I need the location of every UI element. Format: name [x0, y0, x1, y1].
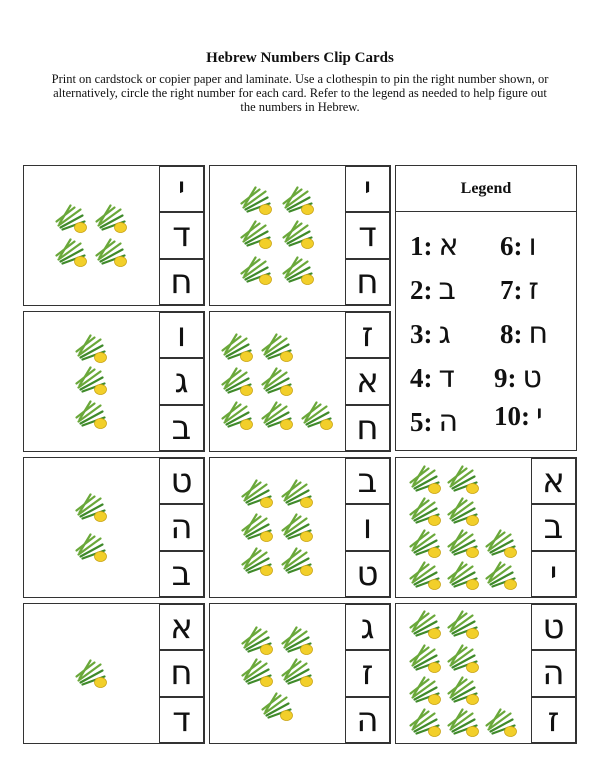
card-picture [24, 458, 159, 597]
legend-hebrew-letter: ה [438, 404, 459, 439]
legend-number: 10: [494, 401, 530, 431]
lulav-etrog-icon [77, 535, 107, 562]
answer-option[interactable]: ג [159, 358, 204, 404]
legend-number: 3: [410, 319, 433, 349]
card-picture [24, 312, 159, 451]
answer-option[interactable]: ג [345, 604, 390, 650]
legend-hebrew-letter: י [536, 398, 543, 433]
clip-card [395, 457, 577, 598]
answer-option[interactable]: ו [345, 504, 390, 550]
lulav-etrog-icon [263, 335, 293, 362]
answer-option[interactable]: ט [159, 458, 204, 504]
answer-option[interactable]: ב [531, 504, 576, 550]
legend-panel [395, 165, 577, 451]
legend-hebrew-letter: ט [522, 360, 542, 395]
legend-hebrew-letter: ו [528, 228, 537, 263]
lulav-etrog-icon [242, 258, 272, 285]
lulav-etrog-icon [283, 481, 313, 508]
card-picture [210, 458, 345, 597]
answer-option[interactable]: ה [531, 650, 576, 696]
lulav-etrog-icon [223, 403, 253, 430]
clip-card [23, 311, 205, 452]
lulav-etrog-icon [283, 549, 313, 576]
card-picture [210, 312, 345, 451]
answer-option[interactable]: ב [159, 551, 204, 597]
answer-option[interactable]: ז [345, 650, 390, 696]
lulav-etrog-icon [283, 628, 313, 655]
answer-option[interactable]: ט [345, 551, 390, 597]
lulav-etrog-icon [77, 402, 107, 429]
lulav-etrog-icon [303, 403, 333, 430]
lulav-etrog-icon [284, 188, 314, 215]
legend-item [410, 272, 456, 307]
answer-option[interactable]: ח [159, 259, 204, 305]
clip-card [395, 603, 577, 744]
lulav-etrog-icon [487, 563, 517, 590]
lulav-etrog-icon [77, 661, 107, 688]
legend-hebrew-letter: א [438, 228, 459, 263]
answer-option[interactable]: ד [345, 212, 390, 258]
clip-card [23, 165, 205, 306]
legend-item [494, 398, 543, 433]
answer-option[interactable]: י [531, 551, 576, 597]
lulav-etrog-icon [411, 612, 441, 639]
legend-number: 1: [410, 231, 433, 261]
legend-item [410, 228, 459, 263]
answer-option[interactable]: ה [159, 504, 204, 550]
legend-item [410, 316, 451, 351]
card-picture [210, 604, 345, 743]
card-picture [210, 166, 345, 305]
legend-item [500, 228, 537, 263]
lulav-etrog-icon [263, 403, 293, 430]
lulav-etrog-icon [77, 368, 107, 395]
answer-option[interactable]: א [159, 604, 204, 650]
answer-option[interactable]: ז [531, 697, 576, 743]
lulav-etrog-icon [263, 694, 293, 721]
clip-card [209, 311, 391, 452]
answer-option[interactable]: ח [159, 650, 204, 696]
lulav-etrog-icon [449, 499, 479, 526]
lulav-etrog-icon [487, 531, 517, 558]
legend-hebrew-letter: ד [438, 360, 455, 395]
lulav-etrog-icon [77, 495, 107, 522]
lulav-etrog-icon [284, 258, 314, 285]
lulav-etrog-icon [57, 240, 87, 267]
page-title: Hebrew Numbers Clip Cards [206, 50, 394, 66]
clip-card [209, 603, 391, 744]
lulav-etrog-icon [223, 369, 253, 396]
answer-option[interactable]: א [531, 458, 576, 504]
lulav-etrog-icon [487, 710, 517, 737]
answer-option[interactable]: ח [345, 259, 390, 305]
answer-option[interactable]: ב [159, 405, 204, 451]
lulav-etrog-icon [243, 481, 273, 508]
card-picture [24, 166, 159, 305]
lulav-etrog-icon [449, 678, 479, 705]
lulav-etrog-icon [97, 240, 127, 267]
lulav-etrog-icon [243, 549, 273, 576]
lulav-etrog-icon [411, 563, 441, 590]
lulav-etrog-icon [449, 563, 479, 590]
legend-hebrew-letter: ב [438, 272, 456, 307]
legend-hebrew-letter: ז [528, 272, 539, 307]
answer-option[interactable]: ד [159, 697, 204, 743]
lulav-etrog-icon [77, 336, 107, 363]
lulav-etrog-icon [449, 646, 479, 673]
lulav-etrog-icon [243, 515, 273, 542]
legend-number: 2: [410, 275, 433, 305]
lulav-etrog-icon [283, 660, 313, 687]
answer-option[interactable]: ו [159, 312, 204, 358]
lulav-etrog-icon [411, 678, 441, 705]
lulav-etrog-icon [449, 710, 479, 737]
legend-number: 5: [410, 407, 433, 437]
lulav-etrog-icon [242, 188, 272, 215]
answer-option[interactable]: ד [159, 212, 204, 258]
lulav-etrog-icon [283, 515, 313, 542]
lulav-etrog-icon [411, 646, 441, 673]
lulav-etrog-icon [242, 222, 272, 249]
legend-title: Legend [396, 166, 576, 212]
lulav-etrog-icon [449, 531, 479, 558]
clip-card [209, 457, 391, 598]
lulav-etrog-icon [263, 369, 293, 396]
legend-item [410, 360, 455, 395]
lulav-etrog-icon [97, 206, 127, 233]
clip-card [23, 457, 205, 598]
lulav-etrog-icon [411, 499, 441, 526]
answer-option[interactable]: י [345, 166, 390, 212]
lulav-etrog-icon [449, 612, 479, 639]
legend-number: 6: [500, 231, 523, 261]
lulav-etrog-icon [411, 710, 441, 737]
legend-number: 9: [494, 363, 517, 393]
card-picture [396, 458, 531, 597]
answer-option[interactable]: ז [345, 312, 390, 358]
legend-item [500, 272, 539, 307]
legend-hebrew-letter: ח [528, 316, 549, 351]
legend-item [500, 316, 548, 351]
legend-number: 8: [500, 319, 523, 349]
legend-hebrew-letter: ג [438, 316, 451, 351]
legend-number: 4: [410, 363, 433, 393]
answer-option[interactable]: ט [531, 604, 576, 650]
answer-option[interactable]: ה [345, 697, 390, 743]
instructions: Print on cardstock or copier paper and laminate. Use a clothespin to pin the right number shown, or alternatively, circle the right number for each card. Refer to the legend as needed to help figure out the numbers in Hebrew. [51, 72, 549, 114]
lulav-etrog-icon [411, 531, 441, 558]
legend-item [410, 404, 458, 439]
clip-card [209, 165, 391, 306]
legend-item [494, 360, 542, 395]
answer-option[interactable]: ח [345, 405, 390, 451]
answer-option[interactable]: ב [345, 458, 390, 504]
lulav-etrog-icon [243, 628, 273, 655]
lulav-etrog-icon [57, 206, 87, 233]
lulav-etrog-icon [223, 335, 253, 362]
clip-card [23, 603, 205, 744]
legend-number: 7: [500, 275, 523, 305]
lulav-etrog-icon [243, 660, 273, 687]
lulav-etrog-icon [411, 467, 441, 494]
lulav-etrog-icon [284, 222, 314, 249]
answer-option[interactable]: י [159, 166, 204, 212]
card-picture [396, 604, 531, 743]
card-picture [24, 604, 159, 743]
lulav-etrog-icon [449, 467, 479, 494]
answer-option[interactable]: א [345, 358, 390, 404]
